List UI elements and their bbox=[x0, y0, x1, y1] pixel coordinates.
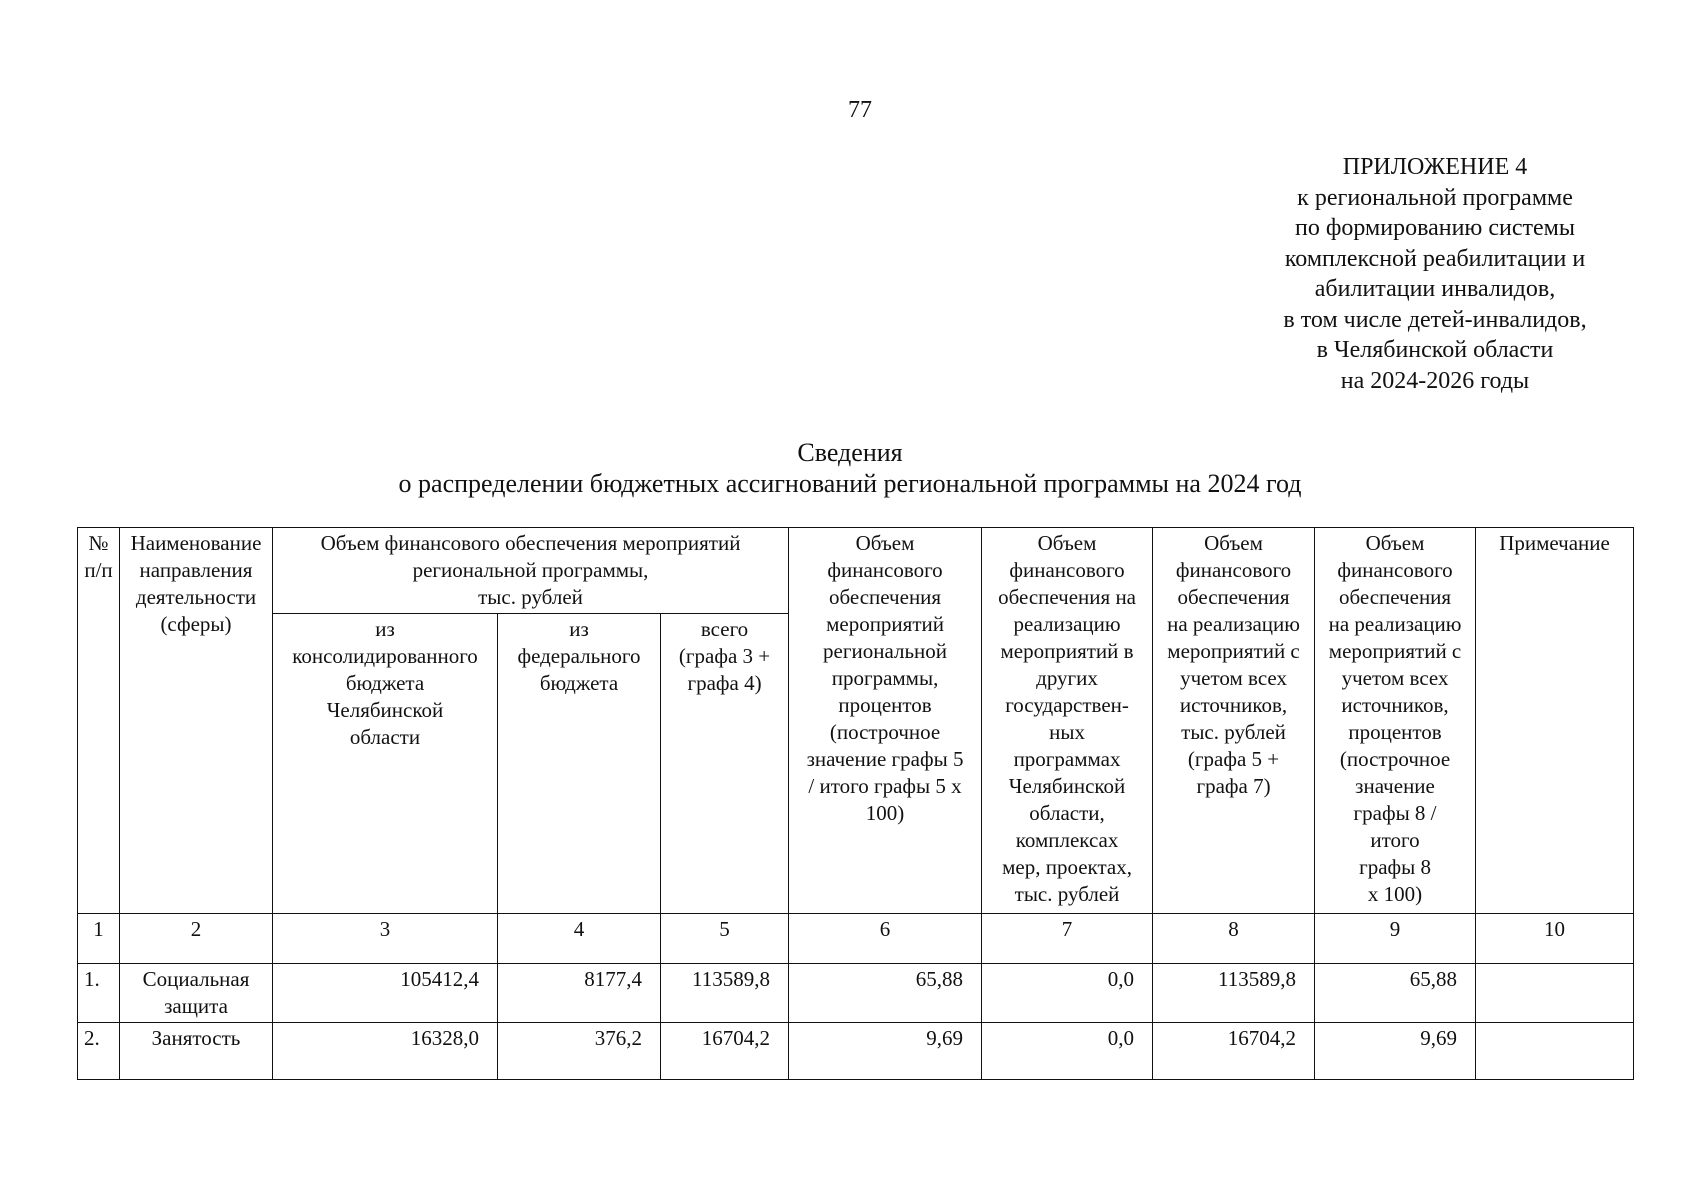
budget-table bbox=[77, 527, 1634, 1080]
row-name: Занятость bbox=[120, 1023, 273, 1080]
column-number: 7 bbox=[982, 914, 1153, 964]
column-number: 1 bbox=[78, 914, 120, 964]
row-consolidated: 105412,4 bbox=[273, 964, 498, 1023]
row-num: 1. bbox=[78, 964, 120, 1023]
appendix-line: комплексной реабилитации и bbox=[1284, 245, 1586, 272]
column-number-row bbox=[78, 914, 1634, 964]
row-consolidated: 16328,0 bbox=[273, 1023, 498, 1080]
row-all-sources-percent: 65,88 bbox=[1315, 964, 1476, 1023]
header-note: Примечание bbox=[1476, 528, 1634, 914]
row-note bbox=[1476, 1023, 1634, 1080]
row-num: 2. bbox=[78, 1023, 120, 1080]
row-percent: 9,69 bbox=[789, 1023, 982, 1080]
title-line-2: о распределении бюджетных ассигнований региональной программы на 2024 год bbox=[398, 469, 1302, 498]
row-total: 16704,2 bbox=[661, 1023, 789, 1080]
header-consolidated: из консолидированного бюджета Челябинской области bbox=[273, 614, 498, 914]
table-row bbox=[78, 1023, 1634, 1080]
appendix-line: в том числе детей-инвалидов, bbox=[1283, 306, 1587, 333]
title-line-1: Сведения bbox=[797, 438, 903, 467]
header-all-sources: Объем финансового обеспечения на реализацию мероприятий с учетом всех источников, тыс. рублей (графа 5 + графа 7) bbox=[1153, 528, 1315, 914]
appendix-line: на 2024-2026 годы bbox=[1340, 367, 1530, 394]
row-other-programs: 0,0 bbox=[982, 964, 1153, 1023]
column-number: 5 bbox=[661, 914, 789, 964]
appendix-header bbox=[1215, 152, 1655, 396]
row-all-sources: 16704,2 bbox=[1153, 1023, 1315, 1080]
column-number: 3 bbox=[273, 914, 498, 964]
column-number: 10 bbox=[1476, 914, 1634, 964]
header-name: Наименование направления деятельности (сферы) bbox=[120, 528, 273, 914]
row-percent: 65,88 bbox=[789, 964, 982, 1023]
appendix-line: абилитации инвалидов, bbox=[1314, 276, 1556, 302]
row-federal: 376,2 bbox=[498, 1023, 661, 1080]
header-group-funding: Объем финансового обеспечения мероприятий региональной программы, тыс. рублей bbox=[273, 528, 789, 614]
row-name: Социальная защита bbox=[120, 964, 273, 1023]
column-number: 2 bbox=[120, 914, 273, 964]
appendix-line: к региональной программе bbox=[1297, 184, 1573, 211]
header-row bbox=[78, 528, 1634, 614]
appendix-line: по формированию системы bbox=[1295, 215, 1575, 241]
column-number: 9 bbox=[1315, 914, 1476, 964]
table-row bbox=[78, 964, 1634, 1023]
header-percent: Объем финансового обеспечения мероприятий региональной программы, процентов (построчное значение графы 5 / итого графы 5 х 100) bbox=[789, 528, 982, 914]
header-num: № п/п bbox=[78, 528, 120, 914]
row-all-sources-percent: 9,69 bbox=[1315, 1023, 1476, 1080]
appendix-line: ПРИЛОЖЕНИЕ 4 bbox=[1342, 154, 1528, 180]
appendix-line: в Челябинской области bbox=[1316, 337, 1554, 363]
header-federal: из федерального бюджета bbox=[498, 614, 661, 914]
row-note bbox=[1476, 964, 1634, 1023]
row-total: 113589,8 bbox=[661, 964, 789, 1023]
column-number: 8 bbox=[1153, 914, 1315, 964]
header-total: всего (графа 3 + графа 4) bbox=[661, 614, 789, 914]
row-federal: 8177,4 bbox=[498, 964, 661, 1023]
page-number: 77 bbox=[848, 97, 872, 123]
header-all-sources-percent: Объем финансового обеспечения на реализацию мероприятий с учетом всех источников, процентов (построчное значение графы 8 / итого графы 8 х 100) bbox=[1315, 528, 1476, 914]
document-title bbox=[200, 437, 1500, 499]
row-all-sources: 113589,8 bbox=[1153, 964, 1315, 1023]
column-number: 4 bbox=[498, 914, 661, 964]
row-other-programs: 0,0 bbox=[982, 1023, 1153, 1080]
header-other-programs: Объем финансового обеспечения на реализацию мероприятий в других государствен- ных программах Челябинской области, комплексах мер, проектах, тыс. рублей bbox=[982, 528, 1153, 914]
column-number: 6 bbox=[789, 914, 982, 964]
